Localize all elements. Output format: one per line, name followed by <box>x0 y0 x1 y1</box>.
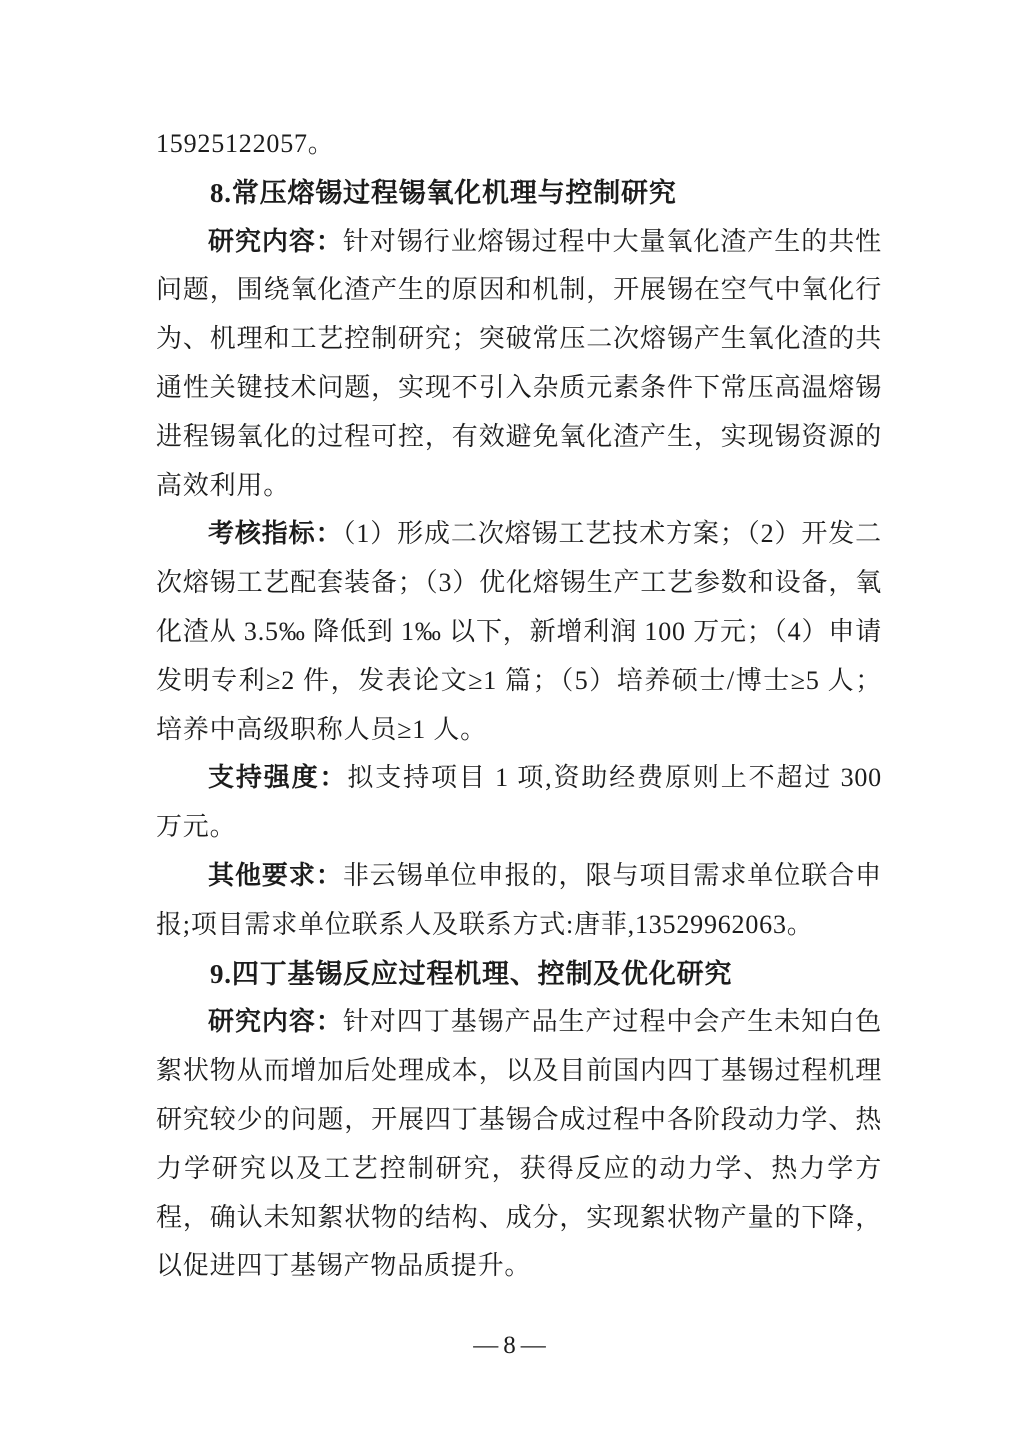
other-requirements-label: 其他要求： <box>208 860 343 890</box>
section-8-research-paragraph <box>156 218 882 511</box>
document-body <box>156 120 882 1291</box>
support-intensity-text: 拟支持项目 1 项,资助经费原则上不超过 300 万元。 <box>156 763 882 842</box>
section-9-heading: 9.四丁基锡反应过程机理、控制及优化研究 <box>210 958 733 989</box>
research-content-text-9: 针对四丁基锡产品生产过程中会产生未知白色絮状物从而增加后处理成本，以及目前国内四丁基锡过程机理研究较少的问题，开展四丁基锡合成过程中各阶段动力学、热力学研究以及工艺控制研究，获得反应的动力学、热力学方程，确认未知絮状物的结构、成分，实现絮状物产量的下降，以促进四丁基锡产物品质提升。 <box>156 1007 882 1281</box>
section-8-heading: 8.常压熔锡过程锡氧化机理与控制研究 <box>210 177 677 208</box>
section-8-support-paragraph <box>156 754 882 852</box>
section-9-research-paragraph <box>156 998 882 1291</box>
continuation-line: 15925122057。 <box>156 129 335 158</box>
support-intensity-label: 支持强度： <box>208 763 348 793</box>
assessment-metrics-label: 考核指标： <box>208 519 343 549</box>
other-requirements-text: 非云锡单位申报的，限与项目需求单位联合申报;项目需求单位联系人及联系方式:唐菲,13529962063。 <box>156 860 882 939</box>
research-content-label-9: 研究内容： <box>208 1007 343 1037</box>
research-content-label: 研究内容： <box>208 226 343 256</box>
page-number: —8— <box>473 1332 551 1359</box>
section-8-metrics-paragraph <box>156 510 882 754</box>
research-content-text: 针对锡行业熔锡过程中大量氧化渣产生的共性问题，围绕氧化渣产生的原因和机制，开展锡在空气中氧化行为、机理和工艺控制研究；突破常压二次熔锡产生氧化渣的共通性关键技术问题，实现不引入杂质元素条件下常压高温熔锡进程锡氧化的过程可控，有效避免氧化渣产生，实现锡资源的高效利用。 <box>156 226 882 500</box>
section-8-other-paragraph <box>156 852 882 950</box>
assessment-metrics-text: （1）形成二次熔锡工艺技术方案；（2）开发二次熔锡工艺配套装备；（3）优化熔锡生产工艺参数和设备，氧化渣从 3.5‰ 降低到 1‰ 以下，新增利润 100 万元；（4）申请发明专利≥2 件，发表论文≥1 篇；（5）培养硕士/博士≥5 人；培养中高级职称人员≥1 人。 <box>156 519 882 744</box>
